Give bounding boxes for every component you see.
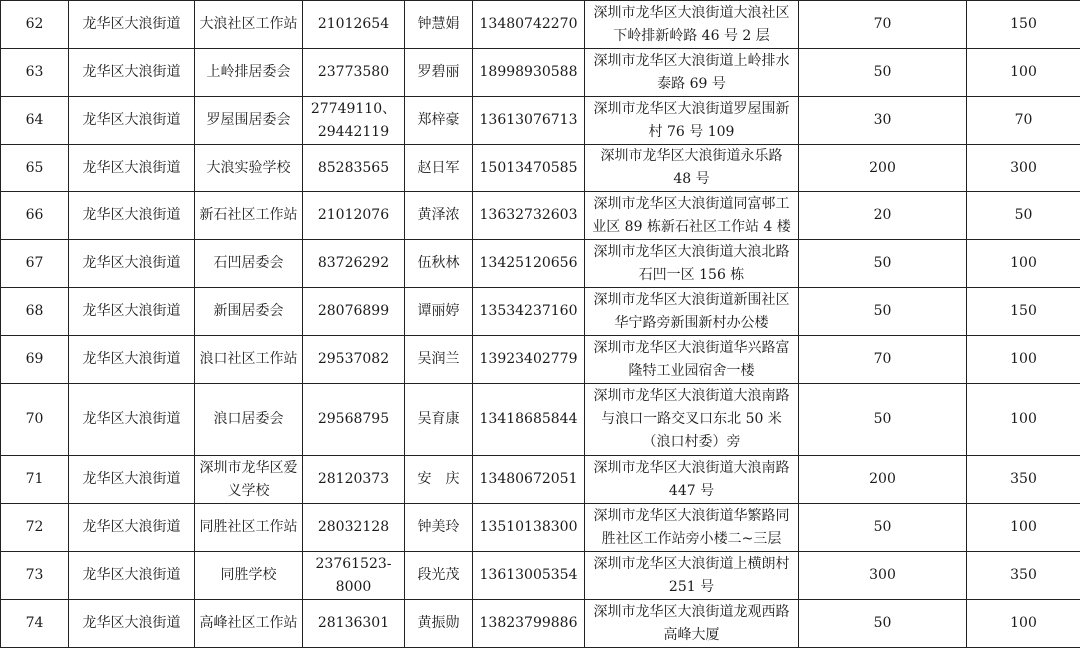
phone-cell: 23773580 — [303, 49, 405, 97]
row-number: 65 — [1, 145, 69, 192]
street-cell: 龙华区大浪街道 — [69, 49, 195, 97]
count-1-cell: 200 — [799, 456, 967, 504]
contact-cell: 钟慧娟 — [405, 1, 473, 49]
count-1-cell: 50 — [799, 600, 967, 648]
count-2-cell: 100 — [967, 504, 1080, 552]
row-number: 68 — [1, 288, 69, 336]
row-number: 66 — [1, 192, 69, 240]
street-cell: 龙华区大浪街道 — [69, 600, 195, 648]
mobile-cell: 15013470585 — [473, 145, 585, 192]
count-2-cell: 100 — [967, 600, 1080, 648]
address-cell: 深圳市龙华区大浪街道大浪北路石凹一区 156 栋 — [585, 240, 799, 288]
table-row — [1, 49, 1080, 97]
street-cell: 龙华区大浪街道 — [69, 97, 195, 145]
table-row — [1, 1, 1080, 49]
mobile-cell: 13613005354 — [473, 552, 585, 600]
phone-cell: 21012076 — [303, 192, 405, 240]
street-cell: 龙华区大浪街道 — [69, 288, 195, 336]
mobile-cell: 13510138300 — [473, 504, 585, 552]
phone-cell: 27749110、29442119 — [303, 97, 405, 145]
row-number: 72 — [1, 504, 69, 552]
count-2-cell: 100 — [967, 384, 1080, 456]
table-row — [1, 504, 1080, 552]
count-2-cell: 50 — [967, 192, 1080, 240]
address-cell: 深圳市龙华区大浪街道新围社区华宁路旁新围新村办公楼 — [585, 288, 799, 336]
count-1-cell: 50 — [799, 288, 967, 336]
row-number: 74 — [1, 600, 69, 648]
unit-cell: 新石社区工作站 — [195, 192, 303, 240]
address-cell: 深圳市龙华区大浪街道大浪南路 447 号 — [585, 456, 799, 504]
address-cell: 深圳市龙华区大浪街道大浪南路与浪口一路交叉口东北 50 米（浪口村委）旁 — [585, 384, 799, 456]
count-2-cell: 300 — [967, 145, 1080, 192]
contact-cell: 郑梓豪 — [405, 97, 473, 145]
table-row — [1, 384, 1080, 456]
table-row — [1, 552, 1080, 600]
mobile-cell: 13823799886 — [473, 600, 585, 648]
table-row — [1, 97, 1080, 145]
count-1-cell: 50 — [799, 49, 967, 97]
unit-cell: 深圳市龙华区爱义学校 — [195, 456, 303, 504]
mobile-cell: 18998930588 — [473, 49, 585, 97]
street-cell: 龙华区大浪街道 — [69, 240, 195, 288]
count-1-cell: 50 — [799, 384, 967, 456]
count-2-cell: 150 — [967, 288, 1080, 336]
unit-cell: 大浪实验学校 — [195, 145, 303, 192]
count-1-cell: 50 — [799, 240, 967, 288]
count-1-cell: 70 — [799, 336, 967, 384]
table-row — [1, 240, 1080, 288]
table-row — [1, 288, 1080, 336]
mobile-cell: 13613076713 — [473, 97, 585, 145]
address-cell: 深圳市龙华区大浪街道大浪社区下岭排新岭路 46 号 2 层 — [585, 1, 799, 49]
mobile-cell: 13425120656 — [473, 240, 585, 288]
mobile-cell: 13534237160 — [473, 288, 585, 336]
unit-cell: 大浪社区工作站 — [195, 1, 303, 49]
unit-cell: 浪口社区工作站 — [195, 336, 303, 384]
table-row — [1, 336, 1080, 384]
contact-cell: 安 庆 — [405, 456, 473, 504]
count-1-cell: 30 — [799, 97, 967, 145]
address-cell: 深圳市龙华区大浪街道上横朗村 251 号 — [585, 552, 799, 600]
count-1-cell: 50 — [799, 504, 967, 552]
phone-cell: 21012654 — [303, 1, 405, 49]
table-body — [1, 1, 1080, 648]
table-row — [1, 600, 1080, 648]
street-cell: 龙华区大浪街道 — [69, 552, 195, 600]
count-2-cell: 350 — [967, 456, 1080, 504]
row-number: 71 — [1, 456, 69, 504]
address-cell: 深圳市龙华区大浪街道龙观西路高峰大厦 — [585, 600, 799, 648]
contact-cell: 罗碧丽 — [405, 49, 473, 97]
mobile-cell: 13632732603 — [473, 192, 585, 240]
street-cell: 龙华区大浪街道 — [69, 456, 195, 504]
mobile-cell: 13418685844 — [473, 384, 585, 456]
phone-cell: 28136301 — [303, 600, 405, 648]
street-cell: 龙华区大浪街道 — [69, 336, 195, 384]
contact-cell: 黄振勋 — [405, 600, 473, 648]
contact-cell: 伍秋林 — [405, 240, 473, 288]
mobile-cell: 13923402779 — [473, 336, 585, 384]
phone-cell: 28076899 — [303, 288, 405, 336]
contact-cell: 赵日军 — [405, 145, 473, 192]
row-number: 67 — [1, 240, 69, 288]
count-2-cell: 70 — [967, 97, 1080, 145]
phone-cell: 23761523-8000 — [303, 552, 405, 600]
street-cell: 龙华区大浪街道 — [69, 384, 195, 456]
count-1-cell: 70 — [799, 1, 967, 49]
unit-cell: 高峰社区工作站 — [195, 600, 303, 648]
contact-cell: 段光茂 — [405, 552, 473, 600]
count-1-cell: 300 — [799, 552, 967, 600]
table-row — [1, 145, 1080, 192]
count-2-cell: 100 — [967, 49, 1080, 97]
contact-cell: 谭丽婷 — [405, 288, 473, 336]
contact-cell: 黄泽浓 — [405, 192, 473, 240]
address-cell: 深圳市龙华区大浪街道华繁路同胜社区工作站旁小楼二~三层 — [585, 504, 799, 552]
mobile-cell: 13480672051 — [473, 456, 585, 504]
row-number: 62 — [1, 1, 69, 49]
table-row — [1, 456, 1080, 504]
count-2-cell: 350 — [967, 552, 1080, 600]
unit-cell: 浪口居委会 — [195, 384, 303, 456]
unit-cell: 上岭排居委会 — [195, 49, 303, 97]
contact-cell: 吴润兰 — [405, 336, 473, 384]
count-2-cell: 100 — [967, 240, 1080, 288]
row-number: 64 — [1, 97, 69, 145]
address-cell: 深圳市龙华区大浪街道罗屋围新村 76 号 109 — [585, 97, 799, 145]
count-1-cell: 20 — [799, 192, 967, 240]
unit-cell: 石凹居委会 — [195, 240, 303, 288]
street-cell: 龙华区大浪街道 — [69, 192, 195, 240]
row-number: 63 — [1, 49, 69, 97]
row-number: 70 — [1, 384, 69, 456]
phone-cell: 83726292 — [303, 240, 405, 288]
row-number: 73 — [1, 552, 69, 600]
street-cell: 龙华区大浪街道 — [69, 504, 195, 552]
phone-cell: 28120373 — [303, 456, 405, 504]
count-2-cell: 150 — [967, 1, 1080, 49]
mobile-cell: 13480742270 — [473, 1, 585, 49]
address-cell: 深圳市龙华区大浪街道华兴路富隆特工业园宿舍一楼 — [585, 336, 799, 384]
address-cell: 深圳市龙华区大浪街道上岭排水泰路 69 号 — [585, 49, 799, 97]
contact-cell: 钟美玲 — [405, 504, 473, 552]
address-cell: 深圳市龙华区大浪街道同富邨工业区 89 栋新石社区工作站 4 楼 — [585, 192, 799, 240]
phone-cell: 29537082 — [303, 336, 405, 384]
unit-cell: 同胜社区工作站 — [195, 504, 303, 552]
unit-cell: 新围居委会 — [195, 288, 303, 336]
unit-cell: 同胜学校 — [195, 552, 303, 600]
phone-cell: 85283565 — [303, 145, 405, 192]
phone-cell: 28032128 — [303, 504, 405, 552]
count-1-cell: 200 — [799, 145, 967, 192]
count-2-cell: 100 — [967, 336, 1080, 384]
unit-cell: 罗屋围居委会 — [195, 97, 303, 145]
street-cell: 龙华区大浪街道 — [69, 1, 195, 49]
street-cell: 龙华区大浪街道 — [69, 145, 195, 192]
contact-cell: 吴育康 — [405, 384, 473, 456]
phone-cell: 29568795 — [303, 384, 405, 456]
address-cell: 深圳市龙华区大浪街道永乐路 48 号 — [585, 145, 799, 192]
table-row — [1, 192, 1080, 240]
row-number: 69 — [1, 336, 69, 384]
